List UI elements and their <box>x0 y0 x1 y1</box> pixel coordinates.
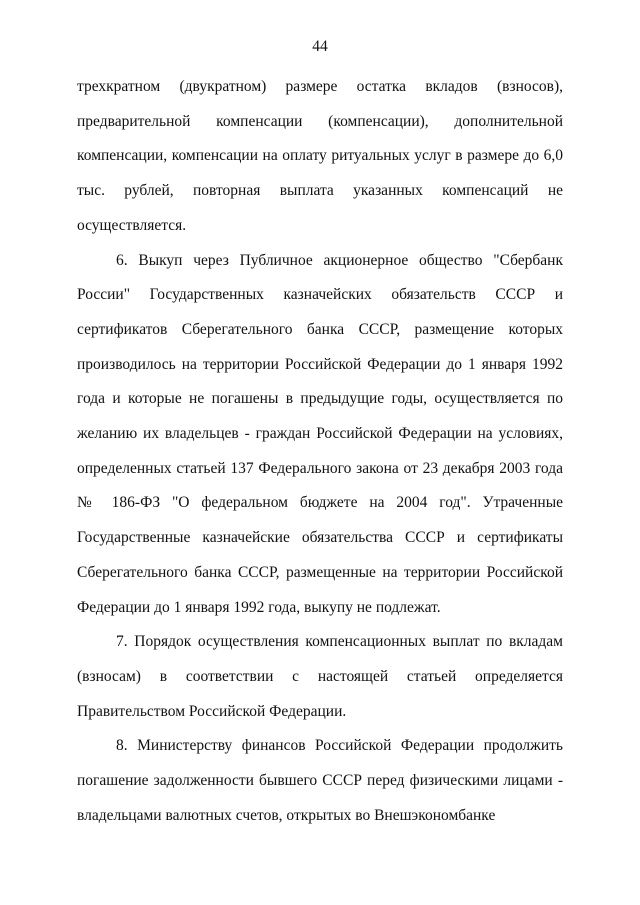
paragraph-6-buyback: 6. Выкуп через Публичное акционерное общество "Сбербанк России" Государственных казначейских обязательств СССР и сертификатов Сберегательного банка СССР, размещение которых производилось на территории Российской Федерации до 1 января 1992 года и которые не погашены в предыдущие годы, осуществляется по желанию их владельцев - граждан Российской Федерации на условиях, определенных статьей 137 Федерального закона от 23 декабря 2003 года № 186-ФЗ "О федеральном бюджете на 2004 год". Утраченные Государственные казначейские обязательства СССР и сертификаты Сберегательного банка СССР, размещенные на территории Российской Федерации до 1 января 1992 года, выкупу не подлежат. <box>77 251 563 616</box>
paragraph-continuation: трехкратном (двукратном) размере остатка вкладов (взносов), предварительной компенсации (компенсации), дополнительной компенсации, компенсации на оплату ритуальных услуг в размере до 6,0 тыс. рублей, повторная выплата указанных компенсаций не осуществляется. <box>77 78 563 234</box>
paragraph-8-ministry-of-finance: 8. Министерству финансов Российской Федерации продолжить погашение задолженности бывшего СССР перед физическими лицами - владельцами валютных счетов, открытых во Внешэкономбанке <box>77 737 563 824</box>
page-number: 44 <box>312 38 328 55</box>
paragraph-7-compensation-procedure: 7. Порядок осуществления компенсационных выплат по вкладам (взносам) в соответствии с настоящей статьей определяется Правительством Российской Федерации. <box>77 633 563 720</box>
document-body <box>77 70 563 833</box>
